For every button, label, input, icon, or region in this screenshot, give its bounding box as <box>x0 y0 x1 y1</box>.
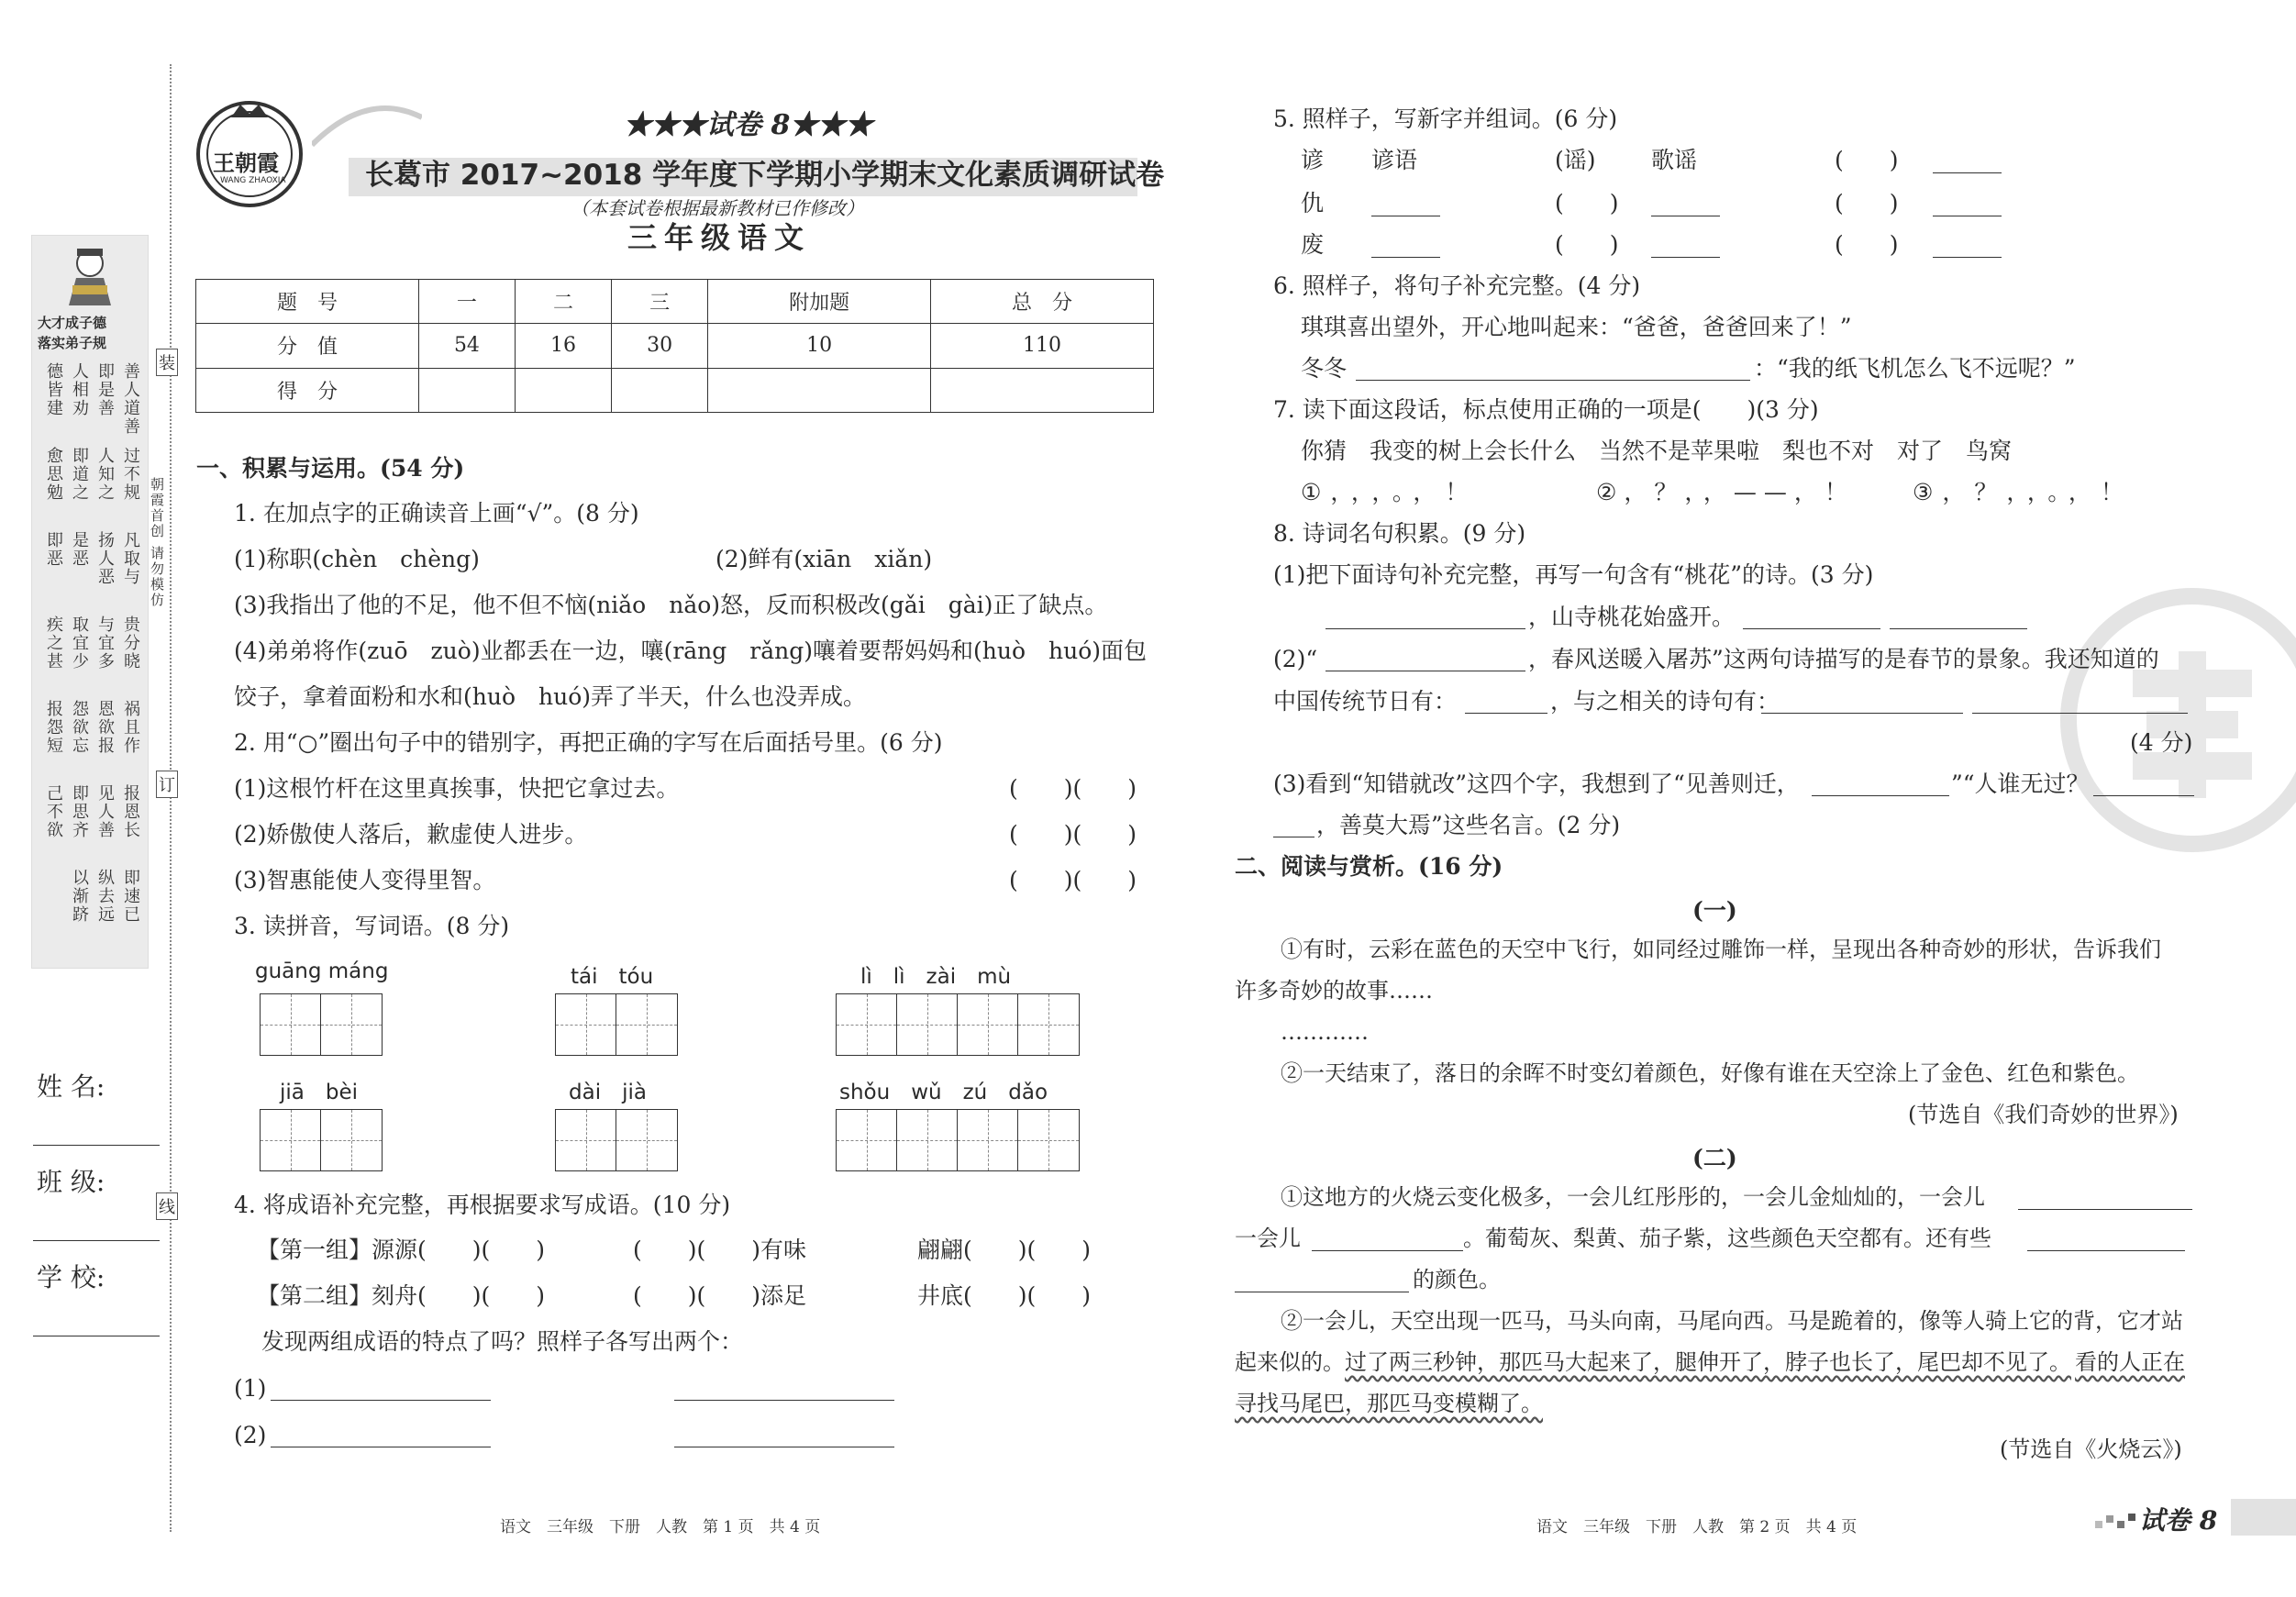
page-footer-right: 语文 三年级 下册 人教 第 2 页 共 4 页 <box>1536 1518 1858 1536</box>
writing-grid[interactable] <box>260 1109 383 1171</box>
q5-r3-paren[interactable]: ( ) <box>1555 231 1619 258</box>
motto-column: 即速已 <box>121 869 140 924</box>
table-row <box>196 368 1154 412</box>
answer-line[interactable] <box>1325 628 1525 629</box>
q5-r1-word: 谚语 <box>1371 147 1418 173</box>
q7-prompt: 7. 读下面这段话，标点使用正确的一项是( )(3 分) <box>1273 396 1819 423</box>
answer-line[interactable] <box>2093 795 2194 796</box>
q5-r1-newword: 歌谣 <box>1651 147 1698 173</box>
passage-1-line-a: ①有时，云彩在蓝色的天空中飞行，如同经过雕饰一样，呈现出各种奇妙的形状，告诉我们 <box>1281 937 2161 962</box>
answer-line[interactable] <box>1972 713 2188 714</box>
table-cell: 分 值 <box>196 324 419 368</box>
table-cell: 16 <box>515 324 611 368</box>
q4-line-1-label: (1) <box>234 1375 267 1402</box>
class-label: 班 级: <box>37 1167 105 1197</box>
exam-title: 长葛市 2017~2018 学年度下学期小学期末文化素质调研试卷 <box>365 159 1165 192</box>
motto-column: 即是善 <box>95 362 115 417</box>
passage-1-source: (节选自《我们奇妙的世界》) <box>1908 1102 2179 1127</box>
motto-column: 怨欲忘 <box>70 700 89 755</box>
paper-badge: 试卷 8 <box>2139 1505 2218 1536</box>
paper-number: ★★★试卷 8★★★ <box>624 109 873 141</box>
q8-1: (1)把下面诗句补充完整，再写一句含有“桃花”的诗。(3 分) <box>1273 561 1874 588</box>
q8-3c: ，善莫大焉”这些名言。(2 分) <box>1316 812 1621 838</box>
passage-2-line-f3: 看的人正在 <box>2075 1349 2185 1375</box>
table-cell: 二 <box>515 280 611 324</box>
motto-column: 见人善 <box>95 784 115 839</box>
q8-prompt: 8. 诗词名句积累。(9 分) <box>1273 520 1526 547</box>
q5-r2-paren[interactable]: ( ) <box>1555 190 1619 216</box>
q5-prompt: 5. 照样子，写新字并组词。(6 分) <box>1273 105 1618 132</box>
motto-column: 报恩长 <box>121 784 140 839</box>
motto-column: 愈思勉 <box>44 447 63 502</box>
q8-2b: ，春风送暖入屠苏”这两句诗描写的是春节的景象。我还知道的 <box>1528 646 2159 672</box>
page-footer-left: 语文 三年级 下册 人教 第 1 页 共 4 页 <box>500 1518 821 1536</box>
motto-column: 即恶 <box>44 531 63 568</box>
pinyin-2: tái tóu <box>571 965 654 989</box>
passage-1-title: (一) <box>1692 897 1737 924</box>
motto-column: 纵去远 <box>95 869 115 924</box>
motto-column: 即道之 <box>70 447 89 502</box>
answer-line[interactable] <box>1465 713 1547 714</box>
passage-2-line-f2: 过了两三秒钟，那匹马大起来了，腿伸开了，脖子也长了，尾巴却不见了。 <box>1345 1349 2071 1375</box>
passage-2-line-a: ①这地方的火烧云变化极多，一会儿红彤彤的，一会儿金灿灿的，一会儿 <box>1281 1184 1985 1210</box>
bind-mark-3: 线 <box>156 1192 178 1220</box>
motto-column: 报怨短 <box>44 700 63 755</box>
q1-item-2[interactable]: (2)鲜有(xiān xiǎn) <box>715 546 933 572</box>
passage-1-line-b: 许多奇妙的故事…… <box>1235 978 1433 1004</box>
pinyin-6: shǒu wǔ zú dǎo <box>839 1081 1048 1104</box>
motto-column: 贵分晓 <box>121 616 140 671</box>
q1-prompt: 1. 在加点字的正确读音上画“√”。(8 分) <box>234 500 639 527</box>
motto-column: 人相劝 <box>70 362 89 417</box>
q2-item-1: (1)这根竹杆在这里真挨事，快把它拿过去。 <box>234 775 680 802</box>
answer-line[interactable] <box>1371 257 1440 258</box>
section-2-title: 二、阅读与赏析。(16 分) <box>1235 853 1503 880</box>
logo-text: 王朝霞 <box>213 150 279 176</box>
pinyin-5: dài jià <box>569 1081 647 1104</box>
answer-line[interactable] <box>1761 713 1963 714</box>
exam-note: （本套试卷根据最新教材已作修改） <box>571 197 864 219</box>
q4-group1-a[interactable]: 【第一组】源源( )( ) <box>257 1237 546 1263</box>
q6-example: 琪琪喜出望外，开心地叫起来：“爸爸，爸爸回来了！” <box>1301 314 1852 340</box>
table-row <box>196 280 1154 324</box>
passage-2-line-d: 的颜色。 <box>1413 1267 1501 1292</box>
answer-line[interactable] <box>1933 257 2002 258</box>
logo-subtext: WANG ZHAOXIA <box>220 176 286 185</box>
answer-line[interactable] <box>2018 1209 2192 1210</box>
table-cell: 三 <box>612 280 708 324</box>
q4-line-2-label: (2) <box>234 1422 267 1448</box>
passage-1-line-c: ………… <box>1281 1019 1369 1045</box>
q5-r2-paren2[interactable]: ( ) <box>1835 190 1899 216</box>
motto-column: 扬人恶 <box>95 531 115 586</box>
q7-option-1[interactable]: ①，，，。，！ <box>1301 479 1478 505</box>
school-label: 学 校: <box>37 1262 105 1292</box>
motto-column: 人知之 <box>95 447 115 502</box>
bind-mark-2: 订 <box>156 771 178 798</box>
motto-column: 过不规 <box>121 447 140 502</box>
score-input-cell[interactable] <box>931 368 1154 412</box>
score-input-cell[interactable] <box>515 368 611 412</box>
q1-item-4a[interactable]: (4)弟弟将作(zuō zuò)业都丢在一边，嚷(rāng rǎng)嚷着要帮妈妈和(huò huó)面包 <box>234 638 1148 664</box>
q6-a: 冬冬 <box>1301 355 1348 382</box>
answer-line[interactable] <box>1356 380 1750 381</box>
ribbon-decoration <box>312 99 422 154</box>
q4-prompt: 4. 将成语补充完整，再根据要求写成语。(10 分) <box>234 1192 731 1218</box>
q7-option-2[interactable]: ②，？，，——，！ <box>1596 479 1855 505</box>
section-1-title: 一、积累与运用。(54 分) <box>196 455 465 482</box>
motto-columns <box>36 362 146 968</box>
q1-item-4b[interactable]: 饺子，拿着面粉和水和(huò huó)弄了半天，什么也没弄成。 <box>234 683 867 710</box>
q8-2d: ，与之相关的诗句有： <box>1550 688 1780 715</box>
table-cell: 10 <box>708 324 931 368</box>
q8-3a: (3)看到“知错就改”这四个字，我想到了“见善则迁， <box>1273 771 1800 797</box>
q4-group2-a[interactable]: 【第二组】刻舟( )( ) <box>257 1282 546 1309</box>
table-cell: 总 分 <box>931 280 1154 324</box>
table-cell: 30 <box>612 324 708 368</box>
table-cell: 题 号 <box>196 280 419 324</box>
table-cell: 附加题 <box>708 280 931 324</box>
q2-answer-3[interactable]: ( )( ) <box>1009 867 1137 893</box>
answer-line[interactable] <box>2027 1250 2185 1251</box>
writing-grid[interactable] <box>836 1109 1080 1171</box>
passage-2-line-e: ②一会儿，天空出现一匹马，马头向南，马尾向西。马是跪着的，像等人骑上它的背，它才站 <box>1281 1308 2183 1334</box>
q2-item-3: (3)智惠能使人变得里智。 <box>234 867 496 893</box>
q4-ask: 发现两组成语的特点了吗？照样子各写出两个： <box>261 1328 744 1355</box>
table-row <box>196 324 1154 368</box>
answer-line[interactable] <box>1651 257 1720 258</box>
pinyin-4: jiā bèi <box>280 1081 359 1104</box>
writing-grid[interactable] <box>836 993 1080 1056</box>
fold-line <box>170 64 172 1532</box>
q4-group2-b[interactable]: ( )( )添足 <box>633 1282 807 1309</box>
q5-r3-char: 废 <box>1301 231 1325 258</box>
score-input-cell[interactable] <box>418 368 515 412</box>
q5-r3-paren2[interactable]: ( ) <box>1835 231 1899 258</box>
seal-watermark <box>2059 587 2296 853</box>
passage-2-title: (二) <box>1692 1145 1737 1171</box>
motto-column: 凡取与 <box>121 531 140 586</box>
motto-bottom: 落实弟子规 <box>38 335 107 351</box>
copyright-stamp: 朝霞首创 请勿模仿 <box>149 477 165 608</box>
badge-band <box>2231 1499 2296 1536</box>
q1-item-3[interactable]: (3)我指出了他的不足，他不但不恼(niǎo nǎo)怒，反而积极改(gǎi gài)正了缺点。 <box>234 592 1108 618</box>
motto-column: 善人道善 <box>121 362 140 436</box>
passage-2-line-f1: 起来似的。 <box>1235 1349 1345 1375</box>
q8-2a: (2)“ <box>1273 646 1318 672</box>
q4-group1-b[interactable]: ( )( )有味 <box>633 1237 807 1263</box>
motto-column: 德皆建 <box>44 362 63 417</box>
answer-line[interactable] <box>1743 628 1880 629</box>
motto-column: 疾之甚 <box>44 616 63 671</box>
passage-2-line-b: 一会儿 <box>1235 1225 1301 1251</box>
q6-b: ：“我的纸飞机怎么飞不远呢？” <box>1754 355 2076 382</box>
corner-dots-decoration <box>2093 1510 2139 1532</box>
q2-item-2: (2)娇傲使人落后，歉虚使人进步。 <box>234 821 588 848</box>
motto-column: 即思齐 <box>70 784 89 839</box>
name-line[interactable] <box>33 1145 160 1146</box>
q5-r2-char: 仇 <box>1301 190 1325 216</box>
q6-prompt: 6. 照样子，将句子补充完整。(4 分) <box>1273 272 1641 299</box>
writing-grid[interactable] <box>260 993 383 1056</box>
q4-group2-c[interactable]: 井底( )( ) <box>917 1282 1092 1309</box>
q2-answer-1[interactable]: ( )( ) <box>1009 775 1137 802</box>
q5-r1-char: 谚 <box>1301 147 1325 173</box>
answer-line[interactable] <box>1812 795 1949 796</box>
bind-mark-1: 装 <box>156 349 178 376</box>
sidebar-motto-panel <box>31 235 149 969</box>
motto-column: 祸且作 <box>121 700 140 755</box>
q2-prompt: 2. 用“○”圈出句子中的错别字，再把正确的字写在后面括号里。(6 分) <box>234 729 943 756</box>
score-input-cell[interactable] <box>612 368 708 412</box>
motto-column: 与宜多 <box>95 616 115 671</box>
motto-column: 恩欲报 <box>95 700 115 755</box>
q5-r1-paren[interactable]: ( ) <box>1835 147 1899 173</box>
passage-2-line-c: 。葡萄灰、梨黄、茄子紫，这些颜色天空都有。还有些 <box>1463 1225 1991 1251</box>
passage-1-line-d: ②一天结束了，落日的余晖不时变幻着颜色，好像有谁在天空涂上了金色、红色和紫色。 <box>1281 1060 2139 1086</box>
answer-line[interactable] <box>1933 172 2002 173</box>
writing-grid[interactable] <box>555 1109 678 1171</box>
q8-2-points: (4 分) <box>2130 729 2193 756</box>
motto-column: 己不欲 <box>44 784 63 839</box>
q8-3b: ”“人谁无过？ <box>1951 771 2090 797</box>
q8-1-poem: ，山寺桃花始盛开。 <box>1528 604 1736 630</box>
scholar-figure-icon <box>60 243 120 307</box>
table-cell: 54 <box>418 324 515 368</box>
name-label: 姓 名: <box>37 1071 105 1102</box>
pinyin-1: guāng máng <box>255 959 389 983</box>
q7-text: 你猜 我变的树上会长什么 当然不是苹果啦 梨也不对 对了 鸟窝 <box>1301 438 2013 464</box>
motto-column: 取宜少 <box>70 616 89 671</box>
score-input-cell[interactable] <box>708 368 931 412</box>
q5-r1-new: (谣) <box>1555 147 1596 173</box>
q1-item-1[interactable]: (1)称职(chèn chèng) <box>234 546 480 572</box>
passage-2-source: (节选自《火烧云》) <box>2000 1436 2182 1462</box>
q2-answer-2[interactable]: ( )( ) <box>1009 821 1137 848</box>
score-table <box>195 279 1154 413</box>
table-cell: 110 <box>931 324 1154 368</box>
writing-grid[interactable] <box>555 993 678 1056</box>
pinyin-3: lì lì zài mù <box>860 965 1012 989</box>
class-line[interactable] <box>33 1240 160 1241</box>
q8-2c: 中国传统节日有： <box>1273 688 1458 715</box>
motto-top: 大才成子德 <box>38 315 107 331</box>
table-cell: 得 分 <box>196 368 419 412</box>
q4-group1-c[interactable]: 翩翩( )( ) <box>917 1237 1092 1263</box>
passage-2-line-g: 寻找马尾巴，那匹马变模糊了。 <box>1235 1391 1543 1416</box>
motto-column: 是恶 <box>70 531 89 568</box>
answer-line[interactable] <box>1312 1250 1463 1251</box>
q7-option-3[interactable]: ③，？，，。，！ <box>1913 479 2133 505</box>
subject-title: 三年级语文 <box>627 220 812 255</box>
motto-column: 以渐跻 <box>70 869 89 924</box>
q3-prompt: 3. 读拼音，写词语。(8 分) <box>234 913 510 939</box>
answer-line[interactable] <box>1890 628 2027 629</box>
answer-line[interactable] <box>271 1400 491 1401</box>
table-cell: 一 <box>418 280 515 324</box>
answer-line[interactable] <box>674 1400 894 1401</box>
